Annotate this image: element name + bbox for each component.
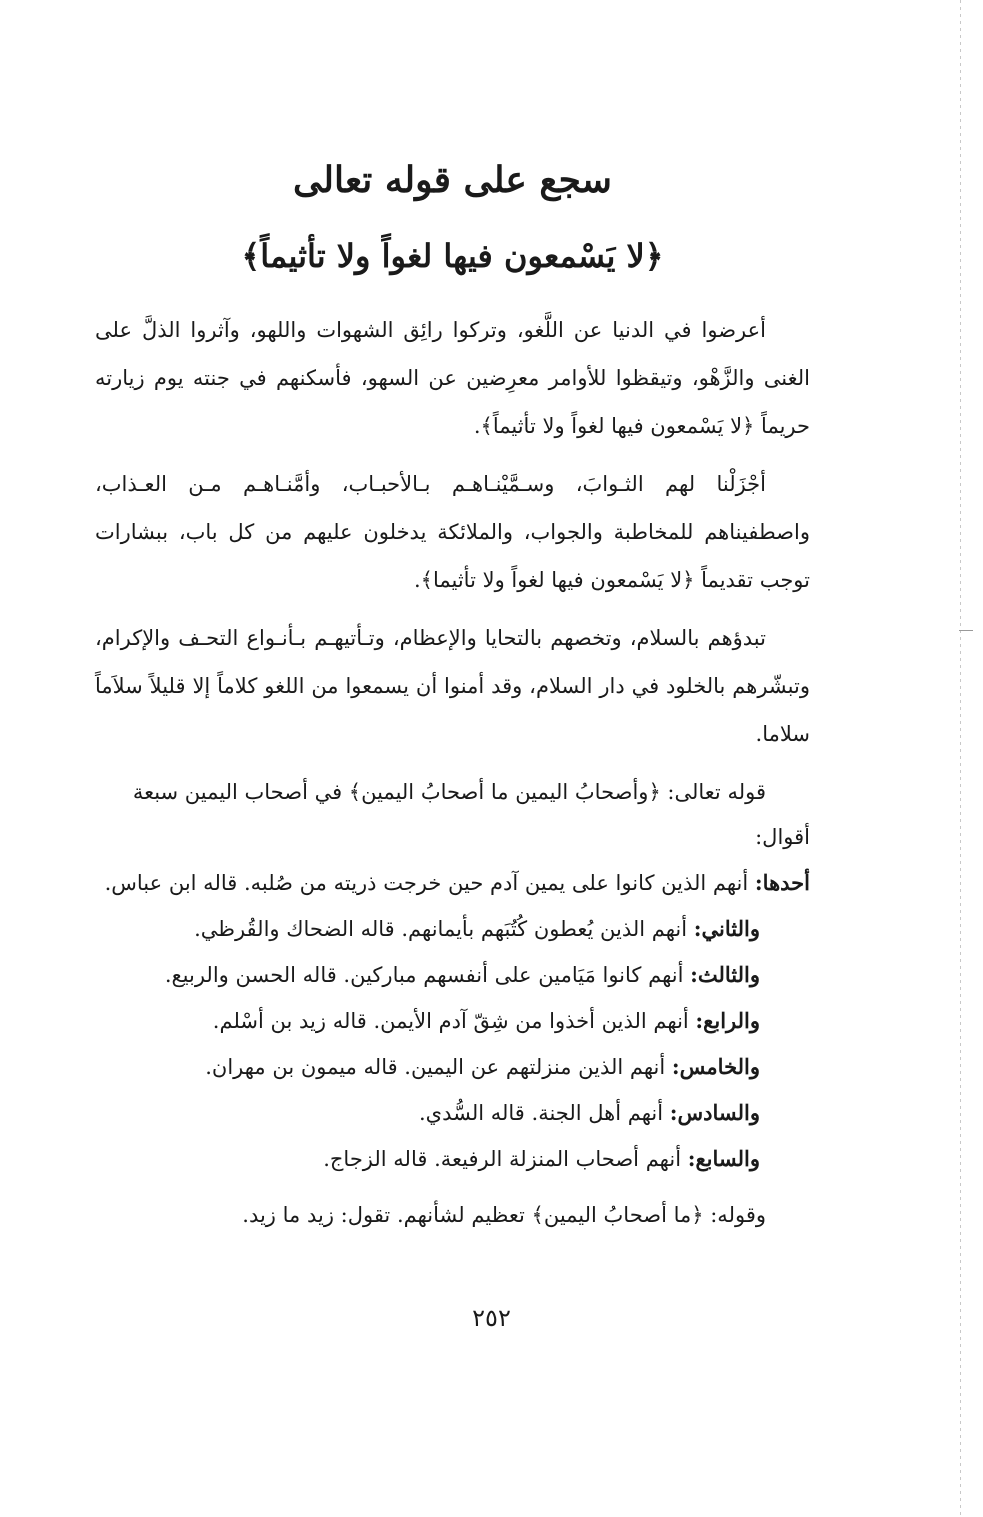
- sayings-list: [95, 860, 810, 1182]
- page-number: ٢٥٢: [472, 1304, 511, 1332]
- saying-text: أنهم كانوا مَيَامين على أنفسهم مباركين. قاله الحسن والربيع.: [164, 963, 691, 987]
- saying-text: أنهم الذين كانوا على يمين آدم حين خرجت ذريته من صُلبه. قاله ابن عباس.: [104, 871, 755, 895]
- saying-item-3: [95, 952, 810, 998]
- saying-text: أنهم أصحاب المنزلة الرفيعة. قاله الزجاج.: [323, 1147, 688, 1171]
- saying-lead: أحدها:: [754, 870, 810, 895]
- saying-item-5: [95, 1044, 810, 1090]
- paragraph-2: أجْزَلْنا لهم الثـوابَ، وسـمَّيْنـاهـم بـالأحبـاب، وأمَّنـاهـم مـن العـذاب، واصطفيناهم للمخاطبة والجواب، والملائكة يدخلون عليهم من كل باب، ببشارات توجب تقديماً ﴿لا يَسْمعون فيها لغواً ولا تأثيما﴾.: [95, 472, 810, 592]
- closing-paragraph: وقوله: ﴿ما أصحابُ اليمين﴾ تعظيم لشأنهم. تقول: زيد ما زيد.: [242, 1203, 766, 1227]
- page-content: [95, 140, 810, 1238]
- saying-lead: والخامس:: [671, 1054, 760, 1079]
- saying-lead: والسادس:: [669, 1100, 760, 1125]
- saying-text: أنهم أهل الجنة. قاله السُّدي.: [418, 1101, 670, 1125]
- saying-item-1: [95, 860, 810, 906]
- verse-heading: ﴿لا يَسْمعون فيها لغواً ولا تأثيماً﴾: [241, 237, 664, 275]
- saying-item-2: [95, 906, 810, 952]
- scan-edge-line: [960, 0, 961, 1517]
- paragraph-3: تبدؤهم بالسلام، وتخصهم بالتحايا والإعظام، وتـأتيهـم بـأنـواع التحـف والإكرام، وتبشّرهم بالخلود في دار السلام، وقد أمنوا أن يسمعوا من اللغو كلاماً إلا قليلاً سلاَماً سلاما.: [95, 626, 810, 746]
- saying-text: أنهم الذين يُعطون كُتُبَهم بأيمانهم. قاله الضحاك والقُرظي.: [194, 917, 694, 941]
- chapter-title: سجع على قوله تعالى: [293, 159, 612, 201]
- scan-edge-tick: [959, 630, 973, 631]
- saying-item-6: [95, 1090, 810, 1136]
- paragraph-1: أعرضوا في الدنيا عن اللَّغو، وتركوا رائِق الشهوات واللهو، وآثروا الذلَّ على الغنى والزَّهْو، وتيقظوا للأوامر معرِضين عن السهو، فأسكنهم في جنته يوم زيارته حريماً ﴿لا يَسْمعون فيها لغواً ولا تأثيماً﴾.: [95, 318, 810, 438]
- saying-lead: والثالث:: [690, 962, 760, 987]
- saying-item-4: [95, 998, 810, 1044]
- saying-lead: والرابع:: [695, 1008, 760, 1033]
- saying-text: أنهم الذين منزلتهم عن اليمين. قاله ميمون بن مهران.: [205, 1055, 672, 1079]
- saying-lead: والثاني:: [693, 916, 760, 941]
- saying-lead: والسابع:: [687, 1146, 760, 1171]
- sayings-intro: قوله تعالى: ﴿وأصحابُ اليمين ما أصحابُ اليمين﴾ في أصحاب اليمين سبعة أقوال:: [132, 780, 810, 849]
- saying-text: أنهم الذين أخذوا من شِقّ آدم الأيمن. قاله زيد بن أسْلم.: [212, 1009, 696, 1033]
- saying-item-7: [95, 1136, 810, 1182]
